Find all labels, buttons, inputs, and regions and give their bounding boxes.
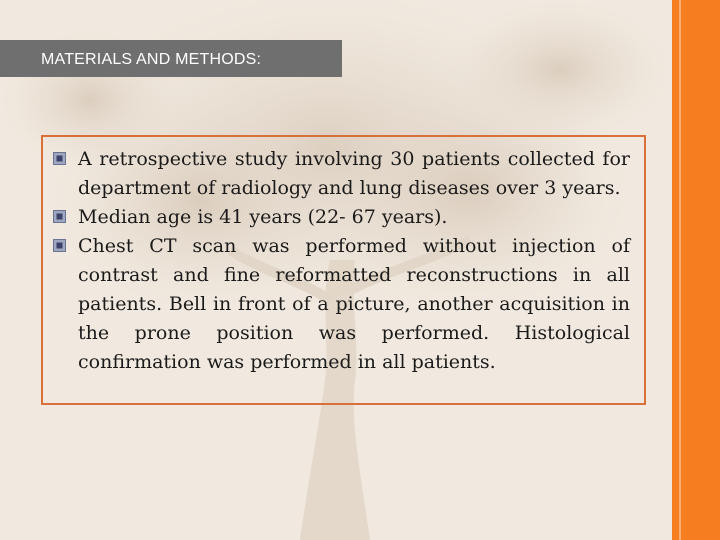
bullet-item: [50, 232, 630, 377]
title-banner: [0, 40, 342, 77]
bullet-text: Median age is 41 years (22- 67 years).: [78, 206, 448, 228]
square-bullet-icon: [53, 152, 66, 165]
bullet-list: [50, 145, 630, 377]
slide-title: MATERIALS AND METHODS:: [41, 51, 262, 68]
bullet-item: [50, 203, 630, 232]
square-bullet-icon: [53, 239, 66, 252]
bullet-item: [50, 145, 630, 203]
bullet-text: A retrospective study involving 30 patients collected for department of radiology and lung diseases over 3 years.: [78, 148, 630, 199]
square-bullet-icon: [53, 210, 66, 223]
bullet-text: Chest CT scan was performed without injection of contrast and fine reformatted reconstructions in all patients. Bell in front of a picture, another acquisition in the prone position was performed. Histological confirmation was performed in all patients.: [78, 235, 630, 373]
right-accent-stripe: [679, 0, 681, 540]
